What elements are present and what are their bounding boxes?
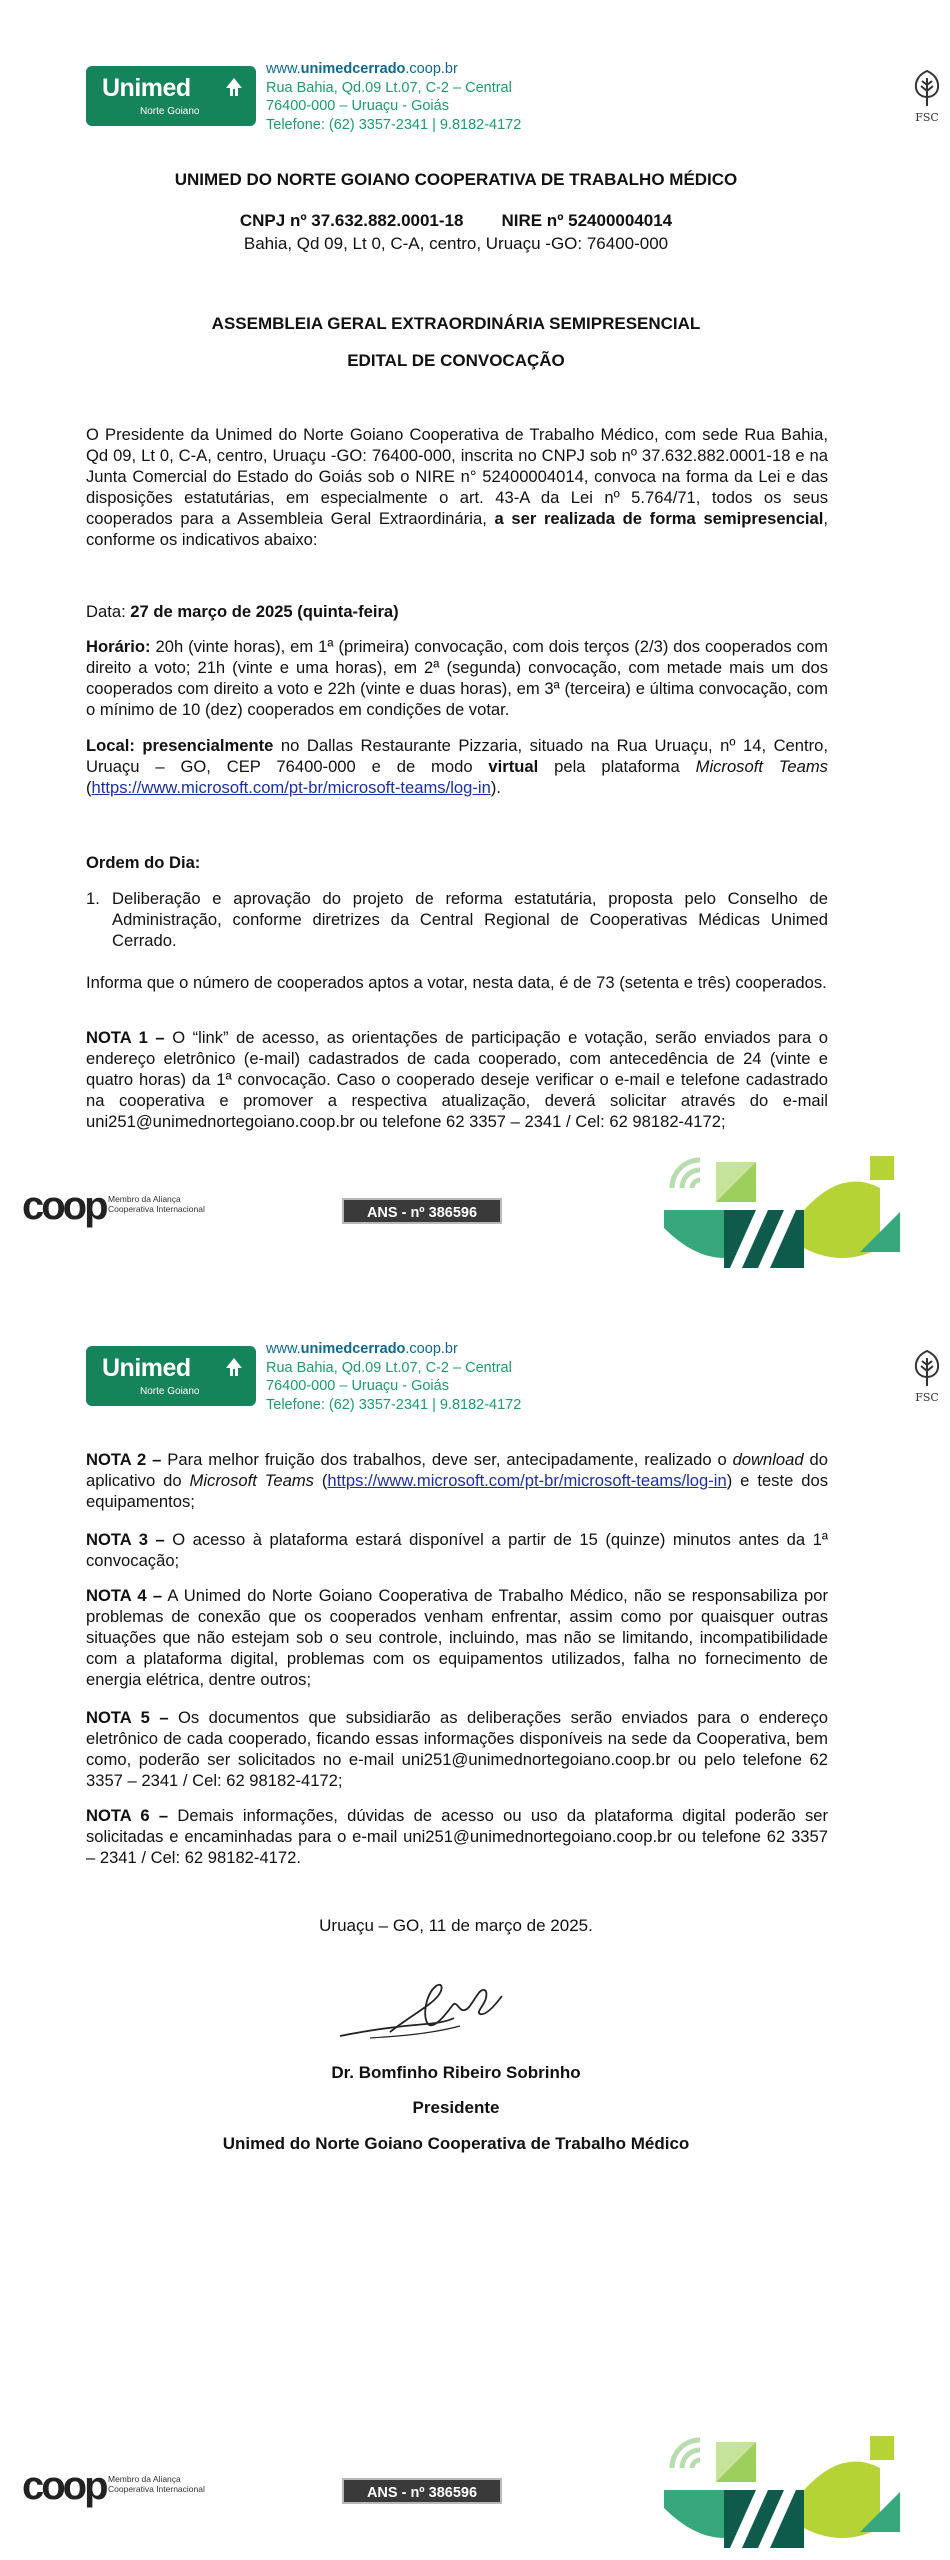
page-footer [0, 2428, 904, 2548]
nota-6: NOTA 6 – Demais informações, dúvidas de acesso ou uso da plataforma digital poderão ser solicitadas e encaminhadas para o e-mail uni251@unimednortegoiano.coop.br ou telefone 62 3357 – 2341 / Cel: 62 98182-4172. [86, 1806, 828, 1867]
coop-logo [22, 1184, 205, 1228]
logo-brand: Unimed [102, 74, 191, 102]
registration-line [86, 211, 826, 231]
contact-address: Rua Bahia, Qd.09 Lt.07, C-2 – Central [266, 79, 512, 96]
signer-name: Dr. Bomfinho Ribeiro Sobrinho [331, 2063, 581, 2082]
contact-address: Rua Bahia, Qd.09 Lt.07, C-2 – Central [266, 1359, 512, 1376]
agenda-item: 1. Deliberação e aprovação do projeto de reforma estatutária, proposta pelo Conselho de Administração, conforme diretrizes da Central Regional de Cooperativas Médicas Unimed Cerrado. [86, 889, 828, 950]
fsc-tree-icon [910, 1348, 944, 1388]
teams-link[interactable]: https://www.microsoft.com/pt-br/microsoft-teams/log-in [91, 778, 491, 797]
org-title: UNIMED DO NORTE GOIANO COOPERATIVA DE TRABALHO MÉDICO [174, 170, 738, 189]
coop-caption: Membro da Aliança Cooperativa Internacional [108, 2474, 205, 2494]
notice-title: EDITAL DE CONVOCAÇÃO [347, 351, 565, 370]
place-date: Uruaçu – GO, 11 de março de 2025. [319, 1916, 593, 1935]
document-page-1 [0, 0, 939, 1280]
contact-city: 76400-000 – Uruaçu - Goiás [266, 98, 449, 114]
contact-phone: Telefone: (62) 3357-2341 | 9.8182-4172 [266, 116, 522, 133]
cnpj: CNPJ nº 37.632.882.0001-18 [239, 211, 464, 230]
page-footer [0, 1148, 904, 1268]
contact-city: 76400-000 – Uruaçu - Goiás [266, 1378, 449, 1394]
agenda-title: Ordem do Dia: [86, 853, 201, 872]
logo-subtitle: Norte Goiano [140, 106, 200, 117]
nota-5: NOTA 5 – Os documentos que subsidiarão as deliberações serão enviados para o endereço eletrônico de cada cooperado, ficando essas informações disponíveis na sede da Cooperativa, bem como, poderão ser solicitados no e-mail uni251@unimednortegoiano.coop.br ou pelo telefone 62 3357 – 2341 / Cel: 62 98182-4172; [86, 1708, 828, 1790]
nota-2: NOTA 2 – Para melhor fruição dos trabalhos, deve ser, antecipadamente, realizado o download do aplicativo do Microsoft Teams (https://www.microsoft.com/pt-br/microsoft-teams/log-in) e teste dos equipamentos; [86, 1450, 828, 1511]
decorative-graphic [664, 2428, 904, 2548]
coop-mark: coop [22, 1184, 106, 1228]
contact-website[interactable]: www.unimedcerrado.coop.br [266, 61, 458, 77]
nota-1: NOTA 1 – O “link” de acesso, as orientações de participação e votação, serão enviados para o endereço eletrônico (e-mail) cadastrados de cada cooperado, com antecedência de 24 (vinte e quatro horas) da 1ª convocação. Caso o cooperado deseje verificar o e-mail e telefone cadastrado na cooperativa e promover a respectiva atualização, deverá solicitar através do e-mail uni251@unimednortegoiano.coop.br ou telefone 62 3357 – 2341 / Cel: 62 98182-4172; [86, 1028, 828, 1131]
ans-registration-badge: ANS - nº 386596 [342, 2478, 502, 2504]
date-value: 27 de março de 2025 (quinta-feira) [130, 602, 399, 621]
document-page-2 [0, 1280, 939, 2560]
assembly-title: ASSEMBLEIA GERAL EXTRAORDINÁRIA SEMIPRESENCIAL [211, 314, 701, 333]
letterhead [86, 1340, 939, 1413]
contact-block [266, 60, 521, 134]
logo-brand: Unimed [102, 1354, 191, 1382]
unimed-tree-icon [222, 75, 246, 104]
meeting-schedule: Horário: 20h (vinte horas), em 1ª (primeira) convocação, com dois terços (2/3) dos cooperados com direito a voto; 21h (vinte e uma horas), em 2ª (segunda) convocação, com metade mais um dos cooperados com direito a voto e 22h (vinte e duas horas), em 3ª (terceira) e última convocação, com o mínimo de 10 (dez) cooperados em condições de votar. [86, 637, 828, 719]
ans-registration-badge: ANS - nº 386596 [342, 1198, 502, 1224]
org-address: Bahia, Qd 09, Lt 0, C-A, centro, Uruaçu -GO: 76400-000 [243, 234, 669, 253]
letterhead [86, 60, 939, 133]
meeting-location: Local: presencialmente no Dallas Restaurante Pizzaria, situado na Rua Uruaçu, nº 14, Centro, Uruaçu – GO, CEP 76400-000 e de modo virtual pela plataforma Microsoft Teams (https://www.microsoft.com/pt-br/microsoft-teams/log-in). [86, 736, 828, 797]
fsc-logo [904, 1348, 950, 1404]
quorum-paragraph: Informa que o número de cooperados aptos a votar, nesta data, é de 73 (setenta e três) cooperados. [86, 973, 827, 992]
meeting-date: Data: 27 de março de 2025 (quinta-feira) [86, 602, 399, 621]
nota-3: NOTA 3 – O acesso à plataforma estará disponível a partir de 15 (quinze) minutos antes da 1ª convocação; [86, 1530, 828, 1570]
unimed-logo [86, 1346, 256, 1406]
contact-block [266, 1340, 521, 1414]
coop-caption: Membro da Aliança Cooperativa Internacional [108, 1194, 205, 1214]
decorative-graphic [664, 1148, 904, 1268]
contact-website[interactable]: www.unimedcerrado.coop.br [266, 1341, 458, 1357]
coop-mark: coop [22, 2464, 106, 2508]
signer-role: Presidente [412, 2098, 500, 2117]
fsc-label: FSC [915, 1391, 939, 1404]
intro-paragraph: O Presidente da Unimed do Norte Goiano Cooperativa de Trabalho Médico, com sede Rua Bahia, Qd 09, Lt 0, C-A, centro, Uruaçu -GO: 76400-000, inscrita no CNPJ sob nº 37.632.882.0001-18 e na Junta Comercial do Estado do Goiás sob o NIRE n° 52400004014, convoca na forma da Lei e das disposições estatutárias, em especialmente o art. 43-A da Lei nº 5.764/71, todos os seus cooperados para a Assembleia Geral Extraordinária, a ser realizada de forma semipresencial, conforme os indicativos abaixo: [86, 425, 828, 549]
nota-4: NOTA 4 – A Unimed do Norte Goiano Cooperativa de Trabalho Médico, não se responsabiliza por problemas de conexão que os cooperados venham enfrentar, assim como por quaisquer outras situações que não estejam sob o seu controle, incluindo, mas não se limitando, incompatibilidade com a plataforma digital, problemas com os equipamentos utilizados, falha no fornecimento de energia elétrica, dentre outros; [86, 1586, 828, 1689]
nire: NIRE nº 52400004014 [501, 211, 673, 230]
teams-download-link[interactable]: https://www.microsoft.com/pt-br/microsoft-teams/log-in [327, 1471, 727, 1490]
fsc-tree-icon [910, 68, 944, 108]
unimed-tree-icon [222, 1355, 246, 1384]
handwritten-signature [330, 1966, 530, 2056]
logo-subtitle: Norte Goiano [140, 1386, 200, 1397]
contact-phone: Telefone: (62) 3357-2341 | 9.8182-4172 [266, 1396, 522, 1413]
signer-organization: Unimed do Norte Goiano Cooperativa de Trabalho Médico [222, 2134, 690, 2153]
coop-logo [22, 2464, 205, 2508]
unimed-logo [86, 66, 256, 126]
fsc-label: FSC [915, 111, 939, 124]
fsc-logo [904, 68, 950, 124]
